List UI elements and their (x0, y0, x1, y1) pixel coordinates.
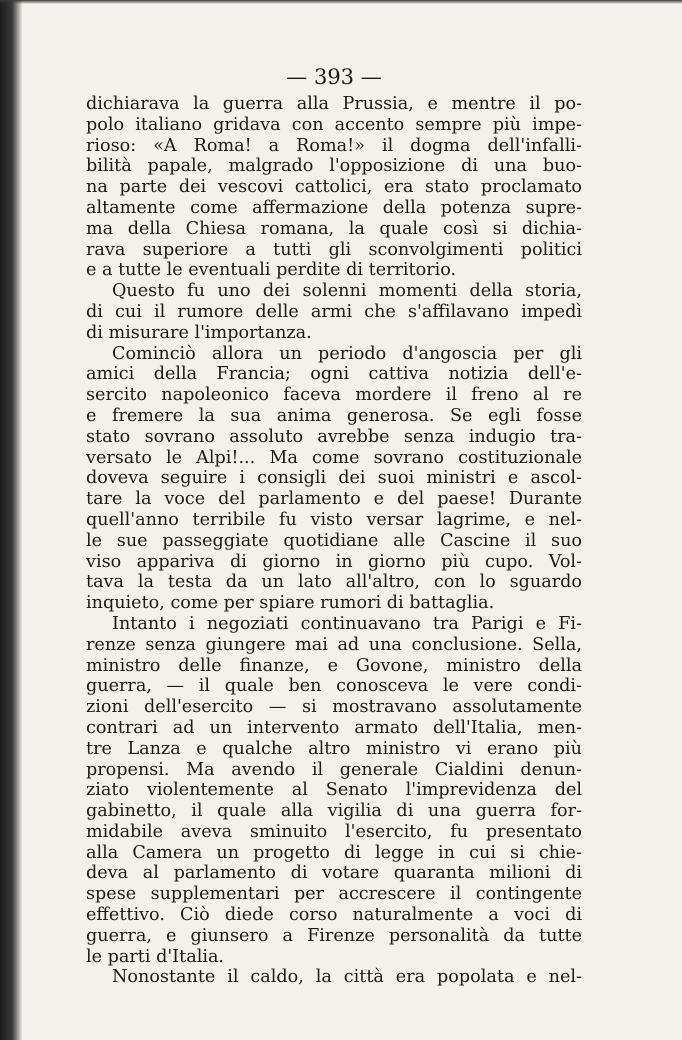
text-line: midabile aveva sminuito l'esercito, fu presentato (86, 821, 582, 842)
text-line: amici della Francia; ogni cattiva notizia dell'e- (86, 364, 582, 385)
text-line: tre Lanza e qualche altro ministro vi erano più (86, 738, 582, 759)
text-line: alla Camera un progetto di legge in cui si chie- (86, 842, 582, 863)
text-line: spese supplementari per accrescere il contingente (86, 884, 582, 905)
book-page (86, 62, 582, 988)
text-line: Nonostante il caldo, la città era popolata e nel- (112, 967, 582, 988)
text-line: renze senza giungere mai ad una conclusione. Sella, (86, 634, 582, 655)
text-line: ma della Chiesa romana, la quale così si dichia- (86, 218, 582, 239)
text-line: stato sovrano assoluto avrebbe senza indugio tra- (86, 426, 582, 447)
text-line: na parte dei vescovi cattolici, era stato proclamato (86, 177, 582, 198)
text-line: dichiarava la guerra alla Prussia, e mentre il po- (86, 94, 582, 114)
text-line: guerra, e giunsero a Firenze personalità da tutte (86, 925, 582, 946)
text-line: doveva seguire i consigli dei suoi ministri e ascol- (86, 468, 582, 489)
text-line: viso appariva di giorno in giorno più cupo. Vol- (86, 551, 582, 572)
text-line: le parti d'Italia. (86, 946, 225, 967)
text-line: inquieto, come per spiare rumori di battaglia. (86, 593, 495, 614)
text-line: Intanto i negoziati continuavano tra Parigi e Fi- (112, 613, 582, 634)
text-line: contrari ad un intervento armato dell'Italia, men- (86, 717, 582, 738)
text-line: Questo fu uno dei solenni momenti della storia, (112, 281, 582, 302)
text-line: polo italiano gridava con accento sempre più impe- (86, 114, 582, 135)
text-line: rioso: «A Roma! a Roma!» il dogma dell'infalli- (86, 135, 582, 156)
page-number: — 393 — (286, 65, 382, 89)
text-line: ministro delle finanze, e Govone, ministro della (86, 655, 582, 676)
text-line: tare la voce del parlamento e del paese! Durante (86, 489, 582, 510)
text-line: propensi. Ma avendo il generale Cialdini denun- (86, 759, 582, 780)
text-line: bilità papale, malgrado l'opposizione di una buo- (86, 156, 582, 177)
text-line: gabinetto, il quale alla vigilia di una guerra for- (86, 801, 582, 822)
text-line: ziato violentemente al Senato l'imprevidenza del (86, 780, 582, 801)
text-line: quell'anno terribile fu visto versar lagrime, e nel- (86, 509, 582, 530)
text-line: le sue passeggiate quotidiane alle Cascine il suo (86, 530, 582, 551)
text-line: zioni dell'esercito — si mostravano assolutamente (86, 697, 582, 718)
text-line: e a tutte le eventuali perdite di territorio. (86, 260, 457, 281)
text-line: altamente come affermazione della potenza supre- (86, 197, 582, 218)
scan-top-shadow (0, 0, 682, 4)
text-line: tava la testa da un lato all'altro, con lo sguardo (86, 572, 582, 593)
text-line: e fremere la sua anima generosa. Se egli fosse (86, 405, 582, 426)
scan-binding-edge (0, 0, 22, 1040)
text-line: effettivo. Ciò diede corso naturalmente a voci di (86, 905, 582, 926)
page-body-text (86, 94, 582, 988)
text-line: rava superiore a tutti gli sconvolgimenti politici (86, 239, 582, 260)
text-line: di cui il rumore delle armi che s'affilavano impedì (86, 301, 582, 322)
text-line: Cominciò allora un periodo d'angoscia per gli (112, 343, 582, 364)
text-line: guerra, — il quale ben conosceva le vere condi- (86, 676, 582, 697)
text-line: deva al parlamento di votare quaranta milioni di (86, 863, 582, 884)
text-line: di misurare l'importanza. (86, 322, 312, 343)
text-line: versato le Alpi!... Ma come sovrano costituzionale (86, 447, 582, 468)
text-line: sercito napoleonico faceva mordere il freno al re (86, 385, 582, 406)
